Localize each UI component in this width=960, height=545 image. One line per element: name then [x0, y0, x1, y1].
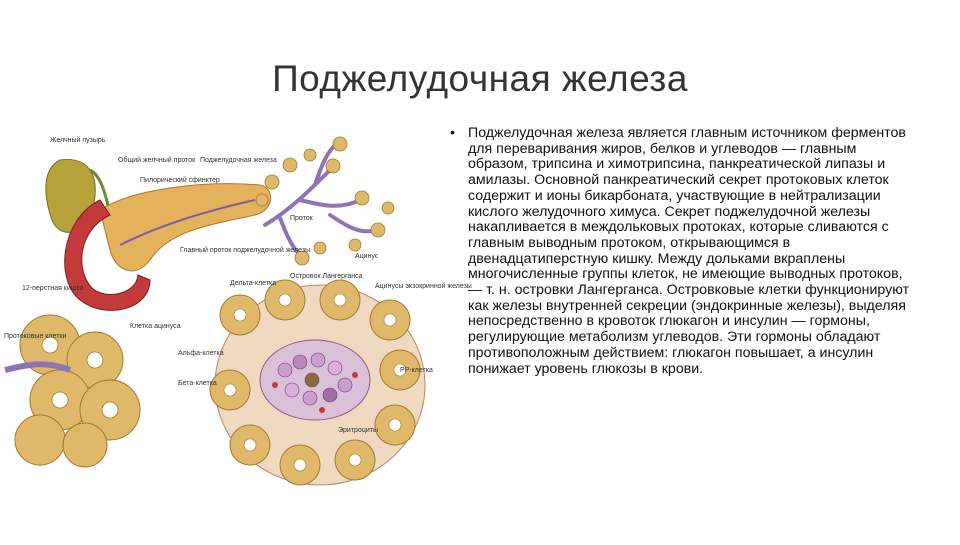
label-pyloric-sphincter: Пилорический сфинктер	[140, 177, 220, 184]
label-acinus: Ацинус	[355, 253, 379, 260]
pancreas-drawing	[100, 184, 271, 271]
label-main-duct: Главный проток поджелудочной железы	[180, 247, 311, 254]
label-gallbladder: Желчный пузырь	[50, 137, 106, 144]
bullet-item	[446, 126, 916, 377]
label-duodenum: 12-перстная кишка	[22, 285, 84, 292]
label-duct-cells: Протоковые клетки	[4, 333, 67, 340]
bullet-marker: •	[450, 125, 455, 141]
label-pancreas: Поджелудочная железа	[200, 157, 277, 164]
bullet-text: Поджелудочная железа является главным источником ферментов для переваривания жиров, белков и углеводов — главным образом, трипсина и химотрипсина, панкреатической липазы и амилазы. Основной панкреатический секрет протоковых клеток содержит и ионы бикарбоната, участвующие в нейтрализации кислого желудочного химуса. Секрет поджелудочной железы накапливается в междольковых протоках, которые сливаются с главным выводным протоком, открывающимся в двенадцатиперстную кишку. Между дольками вкраплены многочисленные группы клеток, не имеющие выводных протоков, — т. н. островки Лангерганса. Островковые клетки функционируют как железы внутренней секреции (эндокринные железы), выделяя непосредственно в кровоток глюкагон и инсулин — гормоны, регулирующие метаболизм углеводов. Эти гормоны обладают противоположным действием: глюкагон повышает, а инсулин понижает уровень глюкозы в крови.	[468, 125, 910, 377]
label-beta-cell: Бета-клетка	[178, 380, 217, 387]
label-delta-cell: Дельта-клетка	[230, 280, 277, 287]
bullet-list	[446, 126, 916, 377]
label-acinar-cell: Клетка ацинуса	[130, 323, 181, 330]
label-duct: Проток	[290, 215, 313, 222]
pancreas-anatomy-illustration	[0, 130, 472, 540]
label-pp-cell: PP-клетка	[400, 367, 433, 374]
islet-section-drawing	[210, 280, 425, 485]
label-islet: Островок Лангерганса	[290, 273, 363, 280]
illustration-svg	[0, 130, 472, 540]
label-erythrocytes: Эритроциты	[338, 427, 378, 434]
slide-title: Поджелудочная железа	[272, 58, 688, 99]
label-alpha-cell: Альфа-клетка	[178, 350, 224, 357]
label-exocrine-acinus: Ацинусы экзокринной железы	[375, 283, 472, 290]
label-common-bile-duct: Общий желчный проток	[118, 157, 196, 164]
